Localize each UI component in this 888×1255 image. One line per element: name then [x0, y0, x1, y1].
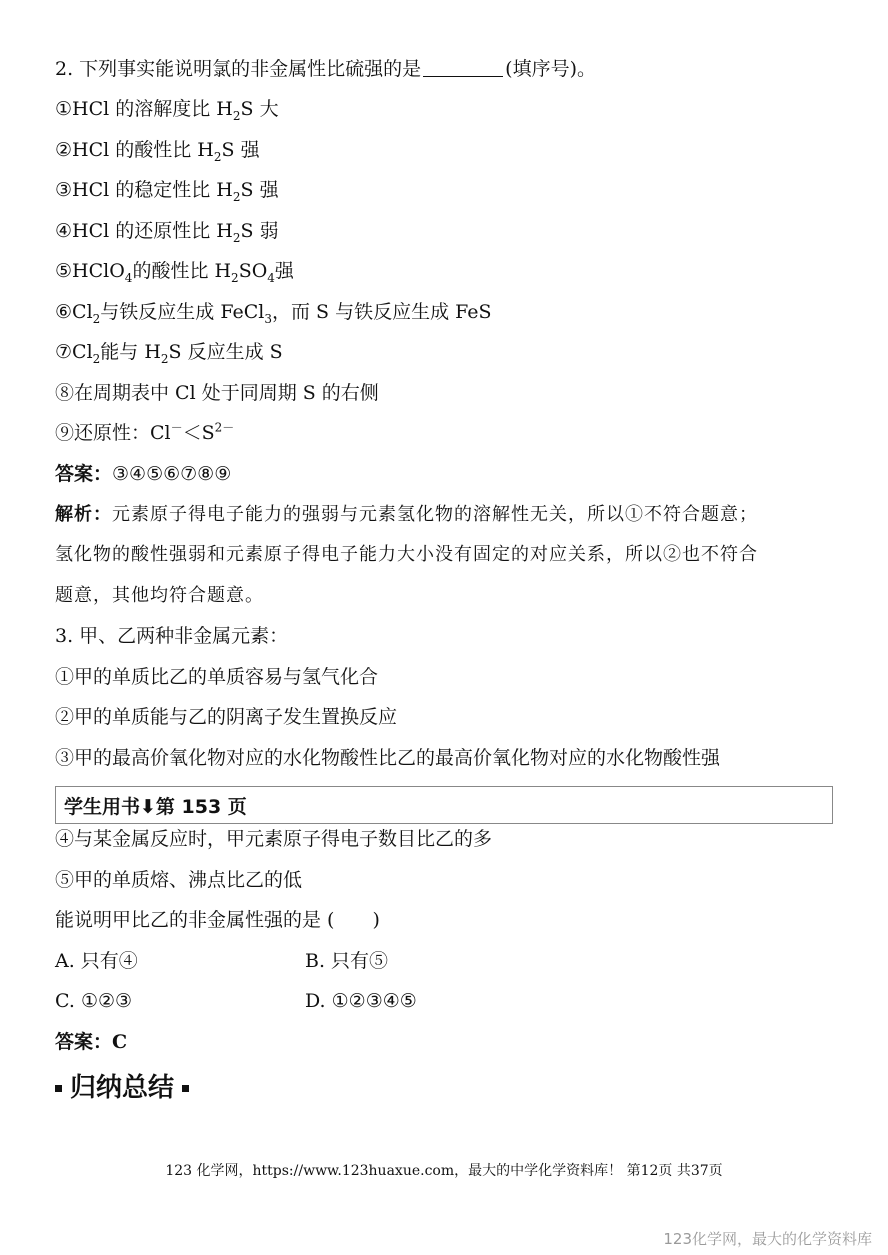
choice-b: B. 只有⑤ [305, 950, 389, 972]
choice-c: C. ①②③ [55, 990, 133, 1012]
q3-choices-row-1 [55, 949, 755, 973]
text: S 反应生成 S [168, 341, 283, 363]
text: 的酸性比 H [132, 260, 232, 282]
subscript: 2 [232, 189, 241, 204]
q2-option-1 [55, 97, 279, 121]
q3-stem: 3. 甲、乙两种非金属元素： [55, 625, 289, 647]
text: 能与 H [100, 341, 161, 363]
answer-label: 答案： [55, 1031, 113, 1053]
square-bullet-icon [55, 1085, 62, 1092]
square-bullet-icon [182, 1085, 189, 1092]
q3-choices-row-2 [55, 989, 755, 1013]
q2-stem [55, 57, 596, 81]
q3-answer [55, 1030, 127, 1054]
q3-option-2: ②甲的单质能与乙的阴离子发生置换反应 [55, 706, 398, 728]
q2-option-4 [55, 219, 279, 243]
text: ⑥Cl [55, 301, 93, 323]
text: ＜S [182, 422, 215, 444]
subscript: 4 [267, 270, 275, 285]
book-reference-box [55, 786, 833, 824]
subscript: 2 [92, 351, 101, 366]
q2-answer [55, 462, 231, 486]
q2-option-5 [55, 259, 294, 283]
q3-option-5: ⑤甲的单质熔、沸点比乙的低 [55, 869, 303, 891]
text: ，而 S 与铁反应生成 FeS [271, 301, 492, 323]
text: ⑦Cl [55, 341, 93, 363]
text: 与铁反应生成 FeCl [100, 301, 265, 323]
text: ⑤HClO [55, 260, 125, 282]
q2-option-9 [55, 421, 234, 445]
q2-analysis-line-3: 题意，其他均符合题意。 [55, 585, 264, 606]
subscript: 2 [232, 108, 241, 123]
q2-analysis-line-2: 氢化物的酸性强弱和元素原子得电子能力大小没有固定的对应关系，所以②也不符合 [55, 544, 758, 565]
text: SO [238, 260, 268, 282]
text: ①HCl 的溶解度比 H [55, 98, 233, 120]
answer-value: C [112, 1031, 128, 1053]
answer-blank [423, 58, 503, 77]
text: ④HCl 的还原性比 H [55, 220, 233, 242]
text: S 弱 [240, 220, 279, 242]
choice-d: D. ①②③④⑤ [305, 990, 417, 1012]
subscript: 2 [231, 270, 239, 285]
text: ②HCl 的酸性比 H [55, 139, 214, 161]
q3-option-1: ①甲的单质比乙的单质容易与氢气化合 [55, 666, 379, 688]
text: ③HCl 的稳定性比 H [55, 179, 233, 201]
q2-option-2 [55, 138, 260, 162]
choice-a: A. 只有④ [55, 950, 138, 972]
q2-stem-text: 2. 下列事实能说明氯的非金属性比硫强的是 [55, 58, 422, 80]
answer-value: ③④⑤⑥⑦⑧⑨ [112, 463, 232, 485]
q2-analysis-line-1 [55, 503, 758, 527]
q2-option-7 [55, 340, 283, 364]
q2-option-8: ⑧在周期表中 Cl 处于同周期 S 的右侧 [55, 382, 379, 404]
book-reference: 学生用书⬇第 153 页 [64, 796, 247, 818]
text: ⑨还原性：Cl [55, 422, 171, 444]
q2-option-6 [55, 300, 492, 324]
text: S 大 [240, 98, 279, 120]
watermark: 123化学网，最大的化学资料库 [663, 1230, 872, 1248]
answer-label: 答案： [55, 463, 113, 485]
subscript: 2 [232, 230, 241, 245]
subscript: 2 [92, 311, 101, 326]
subscript: 2 [160, 351, 169, 366]
q2-option-3 [55, 178, 279, 202]
subscript: 4 [124, 270, 133, 285]
superscript: 2－ [214, 420, 235, 435]
subscript: 2 [213, 149, 222, 164]
section-title: 归纳总结 [70, 1073, 175, 1103]
text: S 强 [240, 179, 279, 201]
analysis-label: 解析： [55, 504, 112, 525]
superscript: － [170, 420, 183, 435]
text: 强 [274, 260, 294, 282]
text: 元素原子得电子能力的强弱与元素氢化物的溶解性无关，所以①不符合题意； [112, 504, 758, 525]
q3-option-3: ③甲的最高价氧化物对应的水化物酸性比乙的最高价氧化物对应的水化物酸性强 [55, 747, 721, 769]
q3-question: 能说明甲比乙的非金属性强的是 ( ) [55, 909, 380, 931]
page-footer: 123 化学网，https://www.123huaxue.com，最大的中学化学资料库！ 第12页 共37页 [165, 1163, 723, 1179]
q2-stem-suffix: (填序号)。 [505, 58, 596, 80]
subscript: 3 [264, 311, 272, 326]
text: S 强 [221, 139, 260, 161]
q3-option-4: ④与某金属反应时，甲元素原子得电子数目比乙的多 [55, 828, 493, 850]
section-heading [55, 1070, 197, 1106]
